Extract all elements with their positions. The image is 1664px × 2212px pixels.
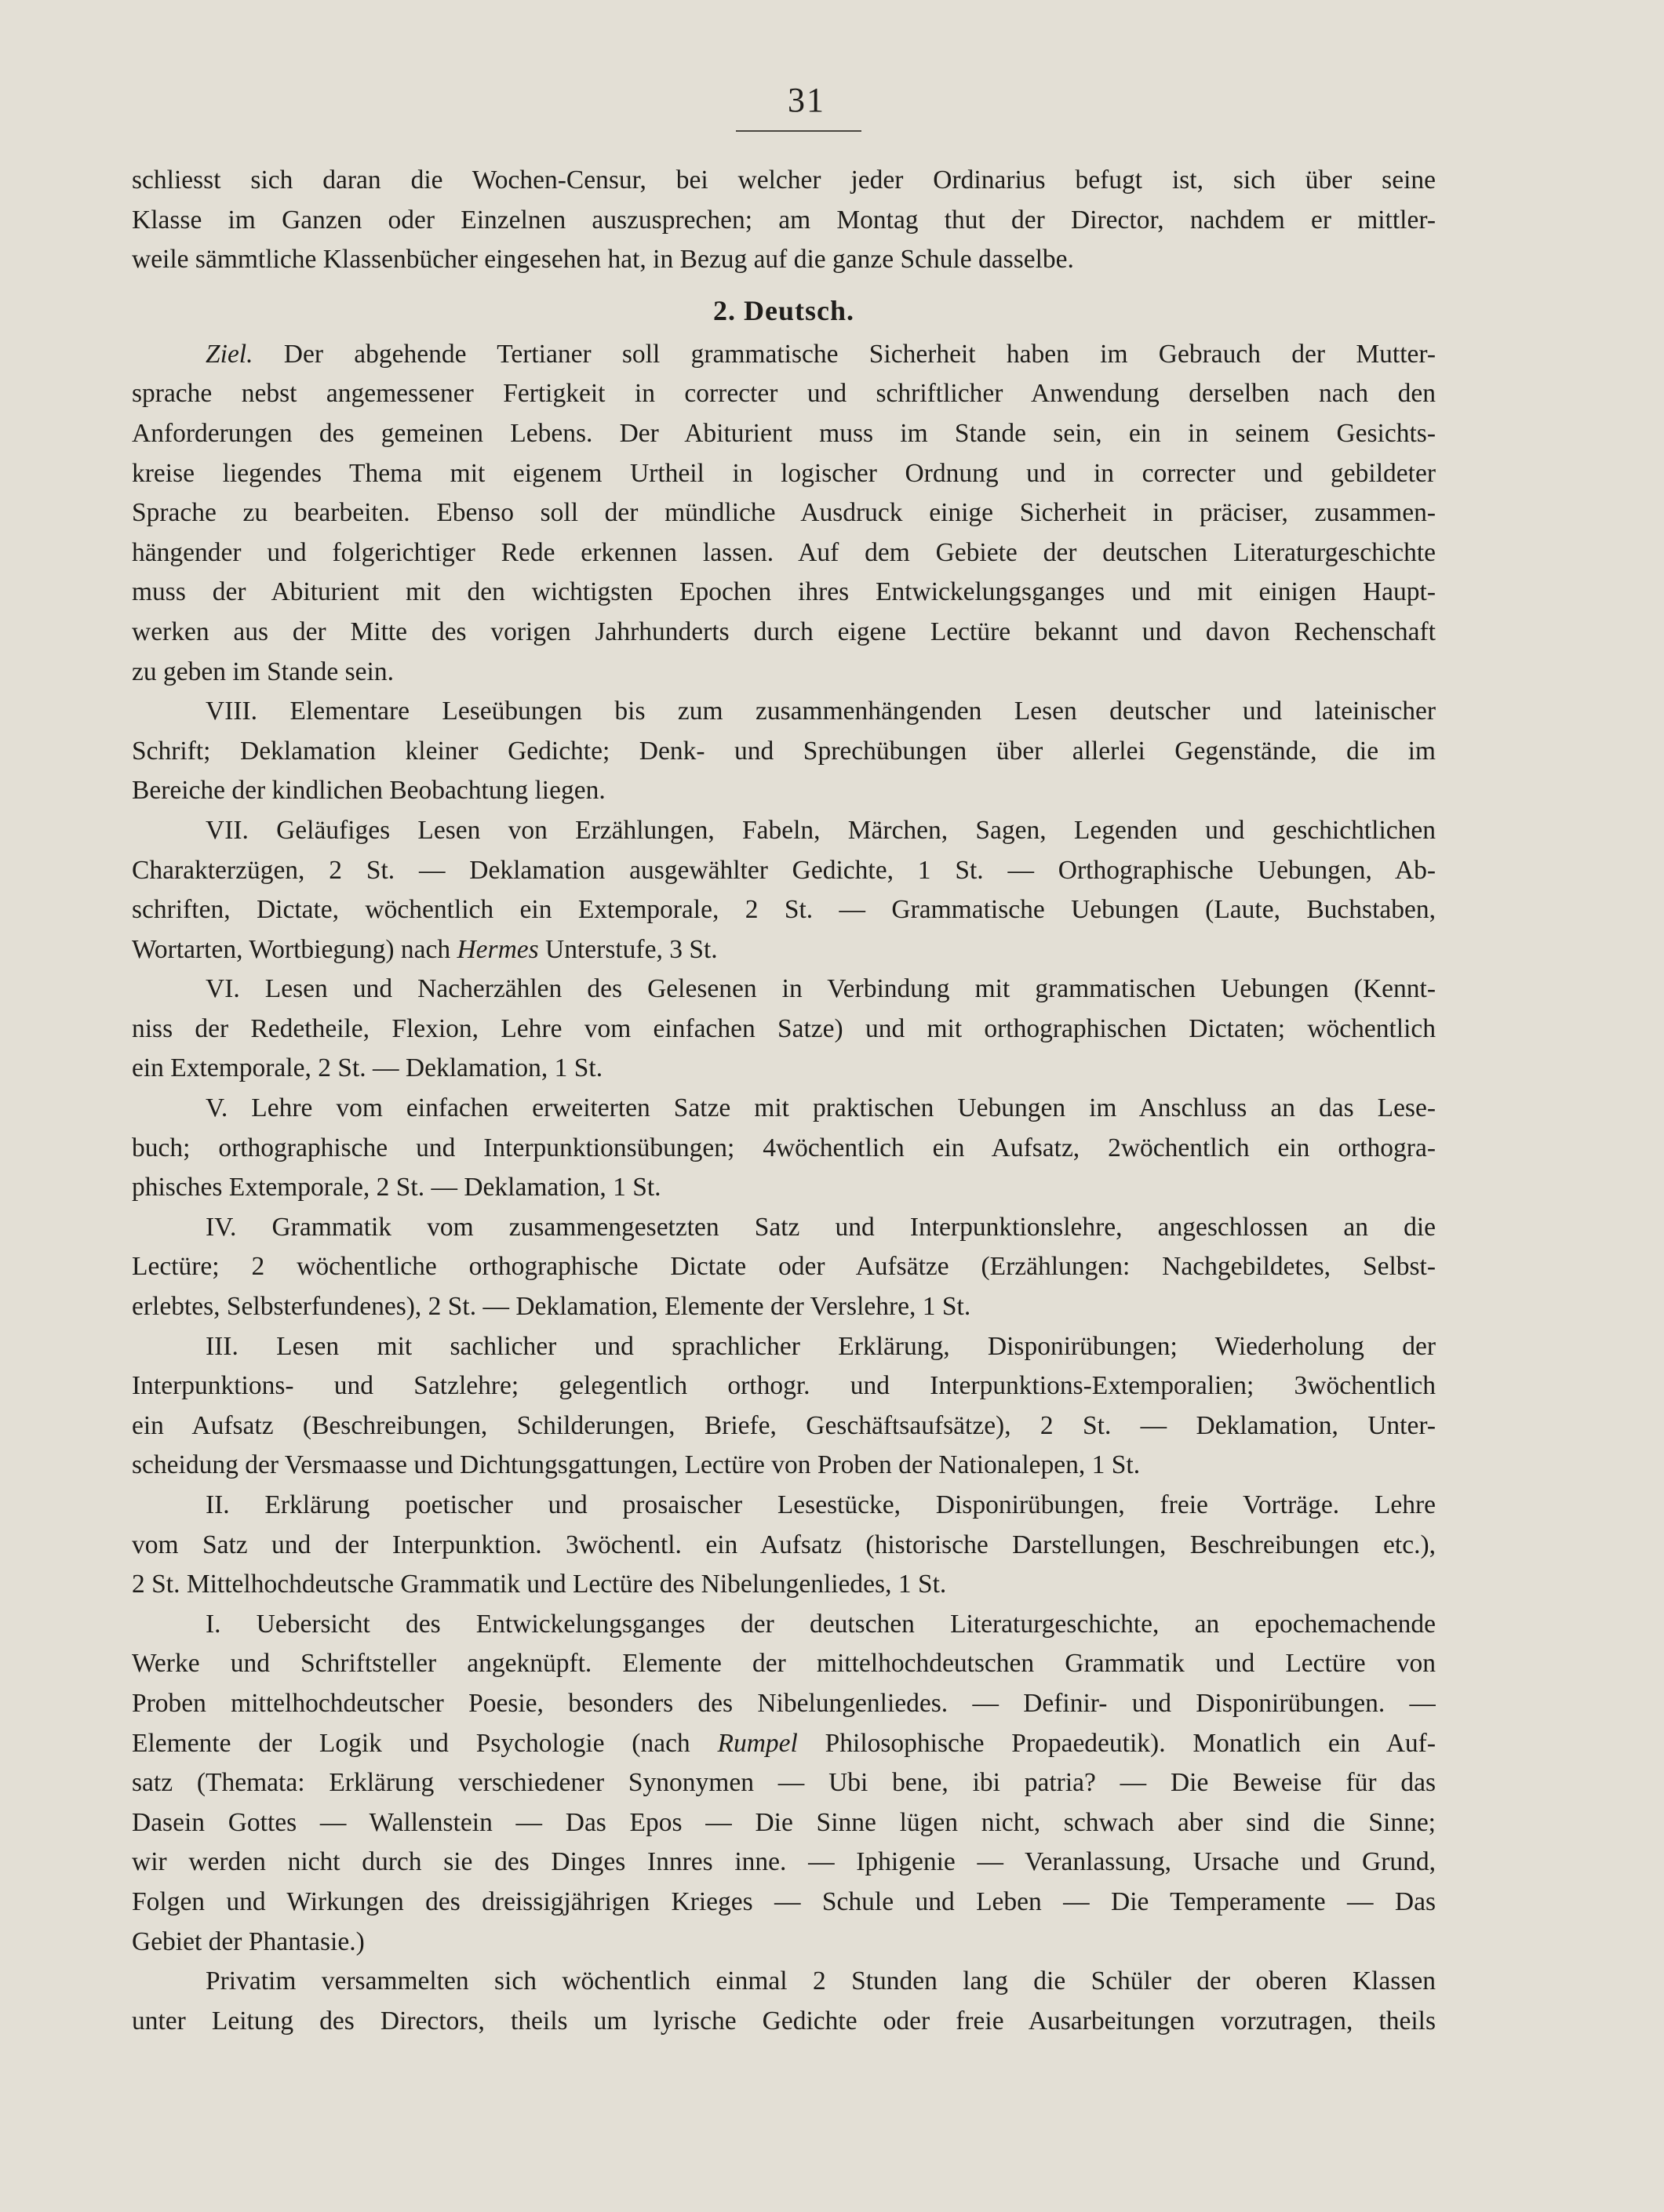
text-line: I. Uebersicht des Entwickelungsganges der deutschen Literaturgeschichte, an epochemachende — [206, 1609, 1436, 1639]
text-line: Charakterzügen, 2 St. — Deklamation ausgewählter Gedichte, 1 St. — Orthographische Uebungen, Ab- — [132, 855, 1436, 885]
text-line: 2 St. Mittelhochdeutsche Grammatik und Lectüre des Nibelungenliedes, 1 St. — [132, 1570, 947, 1599]
text-line: Lectüre; 2 wöchentliche orthographische Dictate oder Aufsätze (Erzählungen: Nachgebildetes, Selbst- — [132, 1252, 1436, 1282]
text-line: unter Leitung des Directors, theils um lyrische Gedichte oder freie Ausarbeitungen vorzutragen, theils — [132, 2006, 1436, 2036]
text-line: Folgen und Wirkungen des dreissigjährigen Krieges — Schule und Leben — Die Temperamente — Das — [132, 1886, 1436, 1916]
text-line: III. Lesen mit sachlicher und sprachlicher Erklärung, Disponirübungen; Wiederholung der — [206, 1331, 1436, 1361]
text-line: V. Lehre vom einfachen erweiterten Satze mit praktischen Uebungen im Anschluss an das Lese- — [206, 1093, 1436, 1123]
text-line: VIII. Elementare Leseübungen bis zum zusammenhängenden Lesen deutscher und lateinischer — [206, 697, 1436, 726]
text-line: Proben mittelhochdeutscher Poesie, besonders des Nibelungenliedes. — Definir- und Disponirübungen. — — [132, 1688, 1436, 1718]
text-line: ein Aufsatz (Beschreibungen, Schilderungen, Briefe, Geschäftsaufsätze), 2 St. — Deklamation, Unter- — [132, 1410, 1436, 1440]
text-fragment: Wortarten, Wortbiegung) nach — [132, 934, 457, 964]
text-line: IV. Grammatik vom zusammengesetzten Satz und Interpunktionslehre, angeschlossen an die — [206, 1212, 1436, 1242]
text-line: hängender und folgerichtiger Rede erkennen lassen. Auf dem Gebiete der deutschen Literaturgeschichte — [132, 537, 1436, 567]
text-line: zu geben im Stande sein. — [132, 657, 394, 686]
text-line: sprache nebst angemessener Fertigkeit in correcter und schriftlicher Anwendung derselben nach den — [132, 379, 1436, 409]
text-fragment: Unterstufe, 3 St. — [538, 934, 718, 964]
text-line: werken aus der Mitte des vorigen Jahrhunderts durch eigene Lectüre bekannt und davon Rechenschaft — [132, 617, 1436, 646]
text-line — [132, 930, 1436, 970]
ziel-label: Ziel. — [206, 339, 253, 369]
page-number: 31 — [788, 81, 825, 119]
text-fragment: Elemente der Logik und Psychologie (nach — [132, 1728, 718, 1758]
text-line: schliesst sich daran die Wochen-Censur, bei welcher jeder Ordinarius befugt ist, sich über seine — [132, 166, 1436, 195]
text-line: Schrift; Deklamation kleiner Gedichte; Denk- und Sprechübungen über allerlei Gegenstände, die im — [132, 736, 1436, 766]
text-line: weile sämmtliche Klassenbücher eingesehen hat, in Bezug auf die ganze Schule dasselbe. — [132, 245, 1074, 275]
text-line: erlebtes, Selbsterfundenes), 2 St. — Deklamation, Elemente der Verslehre, 1 St. — [132, 1292, 971, 1322]
ziel-first-line: Der abgehende Tertianer soll grammatische Sicherheit haben im Gebrauch der Mutter- — [283, 339, 1436, 369]
page-number-rule — [736, 130, 861, 132]
text-line: muss der Abiturient mit den wichtigsten Epochen ihres Entwickelungsganges und mit einigen Haupt- — [132, 577, 1436, 607]
text-line: Interpunktions- und Satzlehre; gelegentlich orthogr. und Interpunktions-Extemporalien; 3wöchentlich — [132, 1371, 1436, 1401]
text-line: Werke und Schriftsteller angeknüpft. Elemente der mittelhochdeutschen Grammatik und Lectüre von — [132, 1649, 1436, 1679]
text-line: ein Extemporale, 2 St. — Deklamation, 1 St. — [132, 1053, 603, 1083]
text-line: Klasse im Ganzen oder Einzelnen auszusprechen; am Montag thut der Director, nachdem er mittler- — [132, 205, 1436, 235]
section-heading: 2. Deutsch. — [713, 294, 854, 326]
text-line: Gebiet der Phantasie.) — [132, 1926, 365, 1956]
text-line: schriften, Dictate, wöchentlich ein Extemporale, 2 St. — Grammatische Uebungen (Laute, Buchstaben, — [132, 895, 1436, 925]
text-fragment: Philosophische Propaedeutik). Monatlich ein Auf- — [797, 1728, 1436, 1758]
text-line: VII. Geläufiges Lesen von Erzählungen, Fabeln, Märchen, Sagen, Legenden und geschichtlichen — [206, 815, 1436, 845]
text-line: kreise liegendes Thema mit eigenem Urtheil in logischer Ordnung und in correcter und gebildeter — [132, 458, 1436, 488]
text-line: Privatim versammelten sich wöchentlich einmal 2 Stunden lang die Schüler der oberen Klassen — [206, 1966, 1436, 1996]
text-line: satz (Themata: Erklärung verschiedener Synonymen — Ubi bene, ibi patria? — Die Beweise für das — [132, 1768, 1436, 1798]
text-line: Dasein Gottes — Wallenstein — Das Epos — Die Sinne lügen nicht, schwach aber sind die Sinne; — [132, 1807, 1436, 1837]
text-line: Anforderungen des gemeinen Lebens. Der Abiturient muss im Stande sein, ein in seinem Gesichts- — [132, 418, 1436, 448]
text-line: vom Satz und der Interpunktion. 3wöchentl. ein Aufsatz (historische Darstellungen, Beschreibungen etc.), — [132, 1530, 1436, 1559]
text-line: Bereiche der kindlichen Beobachtung liegen. — [132, 776, 606, 806]
text-line: phisches Extemporale, 2 St. — Deklamation, 1 St. — [132, 1173, 661, 1202]
text-line: scheidung der Versmaasse und Dichtungsgattungen, Lectüre von Proben der Nationalepen, 1 St. — [132, 1450, 1141, 1480]
author-name: Rumpel — [717, 1728, 798, 1758]
text-line: VI. Lesen und Nacherzählen des Gelesenen in Verbindung mit grammatischen Uebungen (Kennt- — [206, 974, 1436, 1004]
text-line — [132, 335, 1436, 375]
text-line: niss der Redetheile, Flexion, Lehre vom einfachen Satze) und mit orthographischen Dictaten; wöchentlich — [132, 1013, 1436, 1043]
text-line: Sprache zu bearbeiten. Ebenso soll der mündliche Ausdruck einige Sicherheit in präciser, zusammen- — [132, 498, 1436, 528]
text-line: buch; orthographische und Interpunktionsübungen; 4wöchentlich ein Aufsatz, 2wöchentlich ein orthogra- — [132, 1133, 1436, 1162]
author-name: Hermes — [457, 934, 539, 964]
text-line: II. Erklärung poetischer und prosaischer Lesestücke, Disponirübungen, freie Vorträge. Lehre — [206, 1490, 1436, 1519]
text-line — [132, 1724, 1436, 1764]
text-line: wir werden nicht durch sie des Dinges Innres inne. — Iphigenie — Veranlassung, Ursache und Grund, — [132, 1847, 1436, 1877]
body-text — [132, 161, 1436, 2041]
